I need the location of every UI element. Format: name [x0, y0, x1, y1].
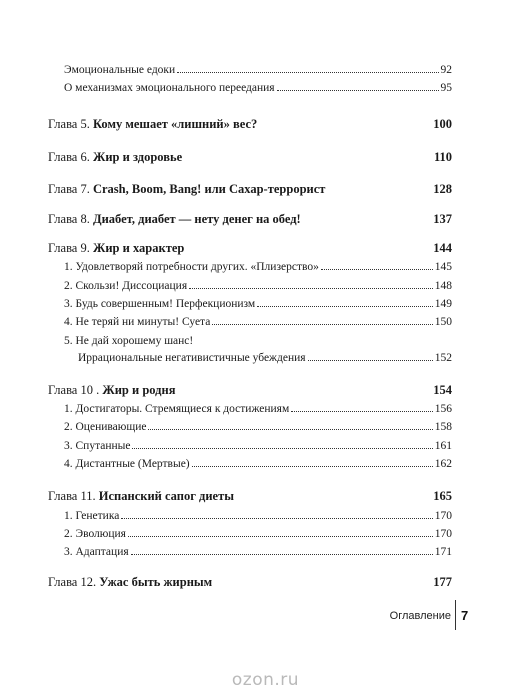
- chapter-page: 137: [433, 212, 452, 226]
- toc-item[interactable]: [78, 352, 452, 365]
- toc-item-title: 1. Достигаторы. Стремящиеся к достижениям: [64, 403, 290, 415]
- toc-item-title: 4. Не теряй ни минуты! Суета: [64, 316, 211, 328]
- toc-item-page: 156: [434, 403, 452, 415]
- toc-item-page: 145: [434, 261, 452, 273]
- dot-leader: [291, 411, 433, 412]
- chapter-page: 128: [433, 182, 452, 196]
- toc-item[interactable]: [64, 403, 452, 416]
- toc-item[interactable]: [64, 280, 452, 293]
- toc-item[interactable]: [64, 421, 452, 434]
- toc-item[interactable]: [64, 528, 452, 541]
- chapter-page: 100: [433, 117, 452, 131]
- chapter-prefix: Глава 6.: [48, 150, 90, 164]
- toc-item-page: 161: [434, 440, 452, 452]
- dot-leader: [128, 536, 433, 537]
- chapter-title: Испанский сапог диеты: [98, 489, 234, 503]
- toc-item-page: 149: [434, 298, 452, 310]
- dot-leader: [212, 324, 432, 325]
- chapter-prefix: Глава 7.: [48, 182, 90, 196]
- toc-item-page: 148: [434, 280, 452, 292]
- footer-divider: [455, 600, 456, 630]
- chapter-title: Crash, Boom, Bang! или Сахар-террорист: [92, 182, 326, 196]
- watermark: ozon.ru: [231, 670, 300, 690]
- dot-leader: [132, 448, 432, 449]
- toc-item-page: 162: [434, 458, 452, 470]
- chapter-heading[interactable]: [48, 212, 452, 227]
- toc-item-title: 2. Оценивающие: [64, 421, 147, 433]
- toc-item[interactable]: [64, 510, 452, 523]
- toc-item-title: О механизмах эмоционального переедания: [64, 82, 275, 94]
- toc-item-first-line: 5. Не дай хорошему шанс!: [64, 335, 194, 347]
- dot-leader: [192, 466, 433, 467]
- toc-item[interactable]: [64, 298, 452, 311]
- chapter-title: Жир и здоровье: [92, 150, 183, 164]
- dot-leader: [148, 429, 432, 430]
- chapter-page: 177: [433, 575, 452, 589]
- running-footer-section: Оглавление: [389, 610, 451, 622]
- chapter-title: Диабет, диабет — нету денег на обед!: [92, 212, 301, 226]
- dot-leader: [177, 72, 438, 73]
- toc-item[interactable]: [64, 82, 452, 95]
- toc-item[interactable]: [64, 458, 452, 471]
- chapter-prefix: Глава 10 .: [48, 383, 100, 397]
- toc-item[interactable]: [64, 440, 452, 453]
- toc-item-title: 1. Удовлетворяй потребности других. «Плизерство»: [64, 261, 319, 273]
- toc-item-title: 3. Спутанные: [64, 440, 131, 452]
- page-number: 7: [461, 608, 469, 623]
- toc-item-page: 95: [440, 82, 452, 94]
- chapter-heading[interactable]: [48, 182, 452, 197]
- toc-item-page: 92: [440, 64, 452, 76]
- toc-item-title: Эмоциональные едоки: [64, 64, 176, 76]
- chapter-title: Жир и родня: [102, 383, 176, 397]
- chapter-title: Кому мешает «лишний» вес?: [92, 117, 258, 131]
- toc-item-title: 2. Скользи! Диссоциация: [64, 280, 188, 292]
- dot-leader: [257, 306, 433, 307]
- chapter-page: 165: [433, 489, 452, 503]
- toc-item-title: 1. Генетика: [64, 510, 120, 522]
- toc-item-page: 152: [434, 352, 452, 364]
- chapter-title: Ужас быть жирным: [99, 575, 213, 589]
- dot-leader: [308, 360, 433, 361]
- dot-leader: [189, 288, 433, 289]
- chapter-heading[interactable]: [48, 575, 452, 590]
- chapter-prefix: Глава 8.: [48, 212, 90, 226]
- toc-item-page: 170: [434, 528, 452, 540]
- dot-leader: [321, 269, 433, 270]
- toc-item-title: 3. Будь совершенным! Перфекционизм: [64, 298, 256, 310]
- chapter-page: 154: [433, 383, 452, 397]
- toc-item-page: 158: [434, 421, 452, 433]
- dot-leader: [131, 554, 433, 555]
- chapter-heading[interactable]: [48, 383, 452, 398]
- chapter-heading[interactable]: [48, 150, 452, 165]
- dot-leader: [121, 518, 432, 519]
- chapter-heading[interactable]: [48, 241, 452, 256]
- chapter-title: Жир и характер: [92, 241, 185, 255]
- chapter-heading[interactable]: [48, 489, 452, 504]
- chapter-page: 144: [433, 241, 452, 255]
- toc-item-page: 170: [434, 510, 452, 522]
- toc-item[interactable]: [64, 64, 452, 77]
- chapter-prefix: Глава 11.: [48, 489, 96, 503]
- chapter-prefix: Глава 12.: [48, 575, 97, 589]
- toc-item[interactable]: [64, 316, 452, 329]
- dot-leader: [277, 90, 439, 91]
- toc-item-title: 2. Эволюция: [64, 528, 126, 540]
- toc-item-title: 4. Дистантные (Мертвые): [64, 458, 190, 470]
- toc-item[interactable]: [64, 261, 452, 274]
- chapter-prefix: Глава 5.: [48, 117, 90, 131]
- toc-item-title: Иррациональные негативистичные убеждения: [78, 352, 306, 364]
- toc-item[interactable]: [64, 546, 452, 559]
- chapter-prefix: Глава 9.: [48, 241, 90, 255]
- toc-item-title: 3. Адаптация: [64, 546, 129, 558]
- chapter-page: 110: [433, 150, 452, 164]
- toc-item-page: 171: [434, 546, 452, 558]
- chapter-heading[interactable]: [48, 117, 452, 132]
- toc-item-page: 150: [434, 316, 452, 328]
